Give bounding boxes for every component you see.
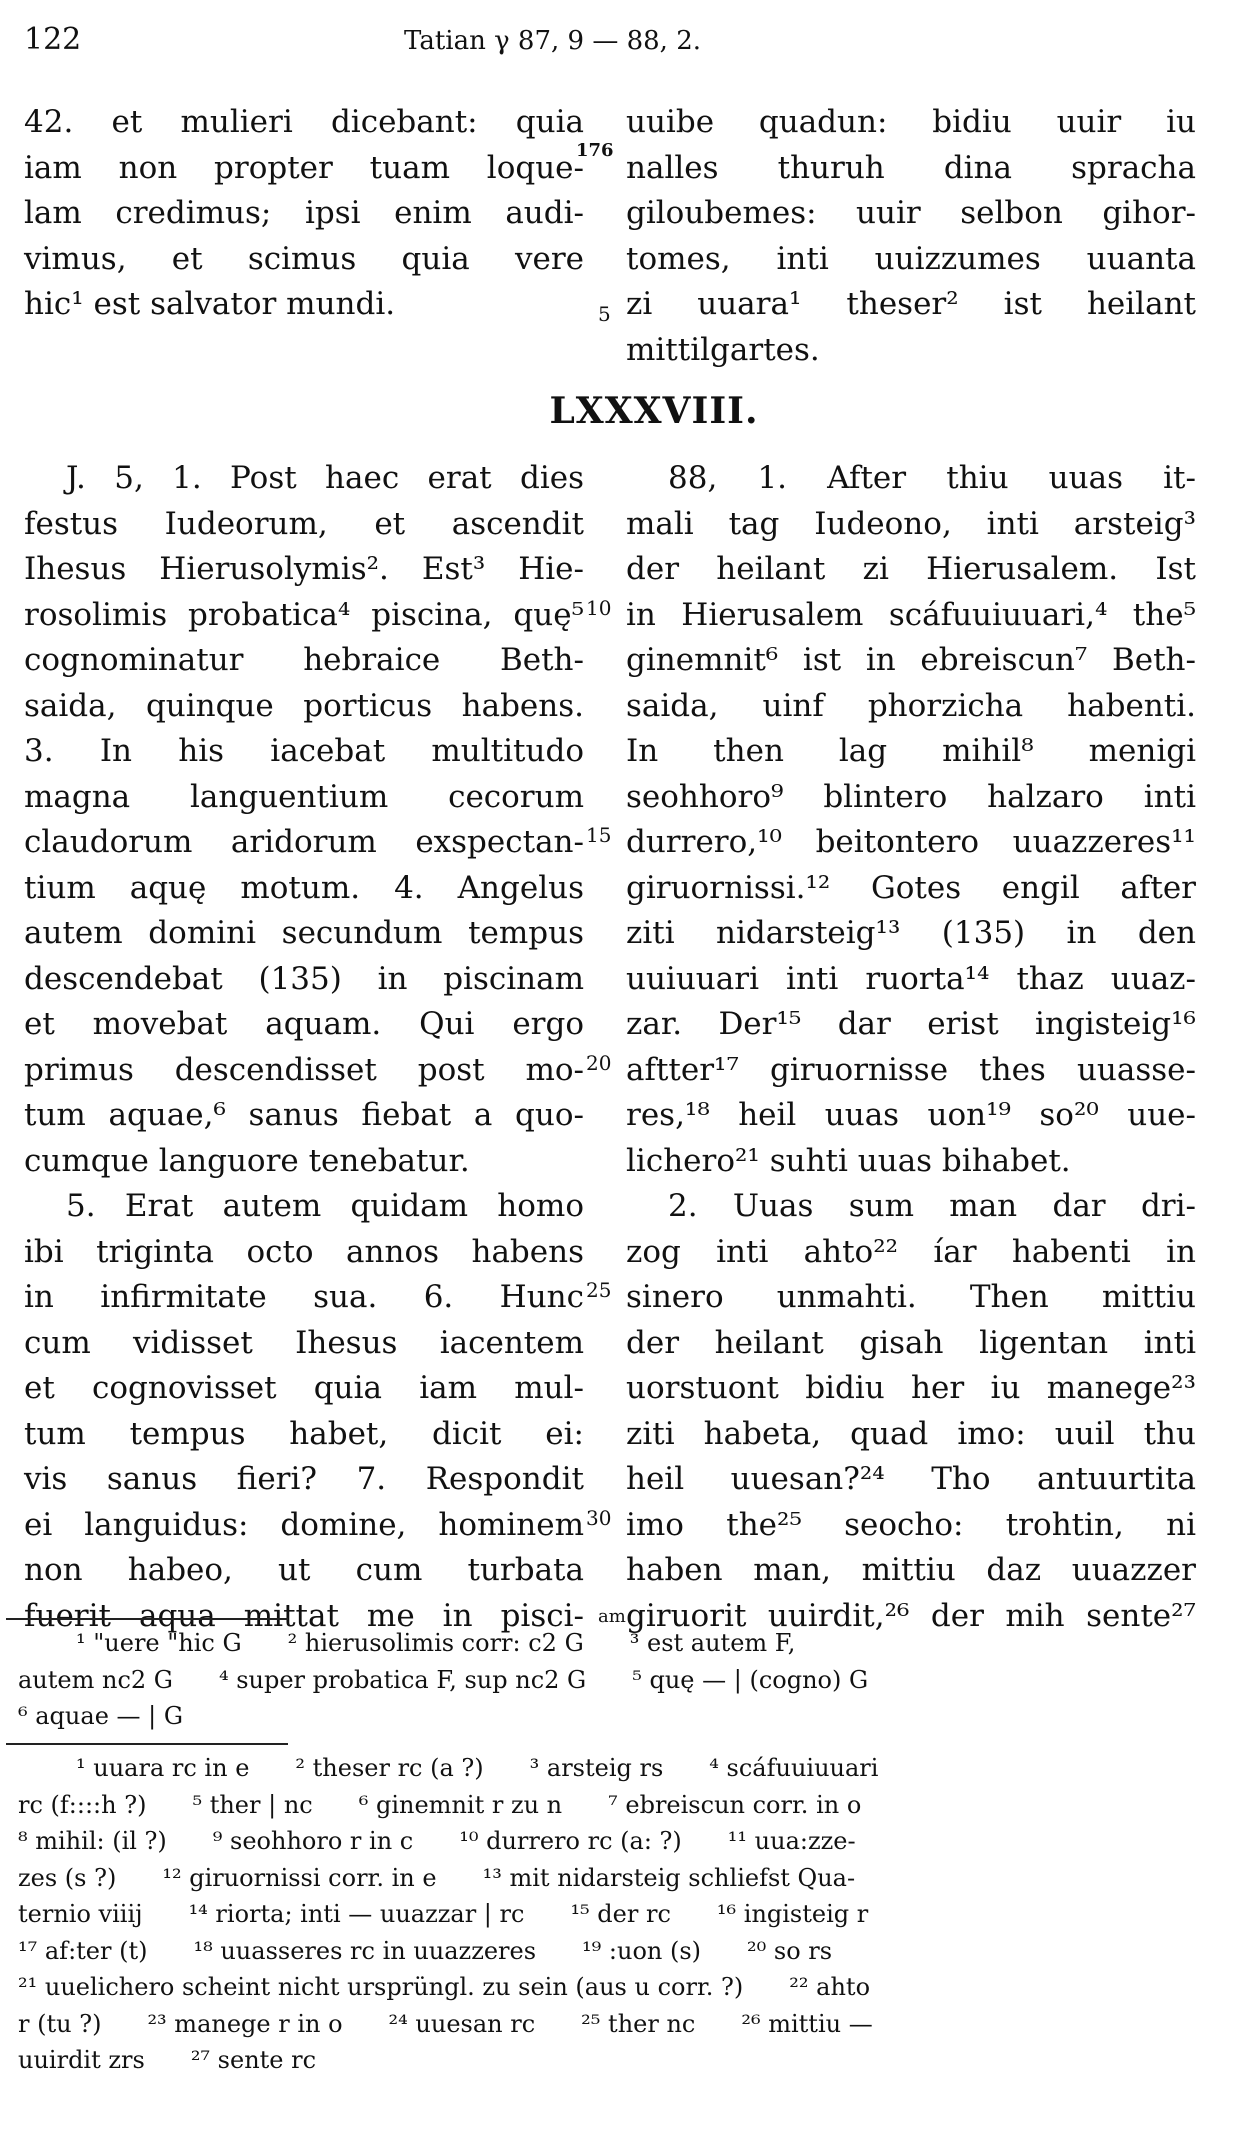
text-line: autem domini secundum tempus xyxy=(24,915,584,951)
line-number: 10 xyxy=(586,596,612,620)
text-line: mali tag Iudeono, inti arsteig³ xyxy=(626,505,1196,542)
footnote-entry: ¹⁸ uuasseres rc in uuazzeres xyxy=(193,1936,537,1965)
text-line: vis sanus fieri? 7. Respondit xyxy=(24,1461,584,1497)
footnote-entry: ¹⁹ :uon (s) xyxy=(582,1936,702,1965)
ohg-column-top xyxy=(626,100,1196,373)
footnote-entry: ³ arsteig rs xyxy=(529,1754,664,1782)
chapter-heading: LXXXVIII. xyxy=(549,390,759,432)
text-line: lam credimus; ipsi enim audi- xyxy=(24,195,584,231)
footnote-entry: ⁴ super probatica F, sup nc2 G xyxy=(218,1665,587,1694)
text-line: J. 5, 1. Post haec erat dies xyxy=(66,460,584,496)
text-line: uorstuont bidiu her iu manege²³ xyxy=(626,1370,1196,1406)
text-line: in Hierusalem scáfuuiuuari,⁴ the⁵ xyxy=(626,596,1196,633)
footnote-entry: r (tu ?) xyxy=(18,2009,102,2038)
text-line: descendebat (135) in piscinam xyxy=(24,960,584,997)
text-line: heil uuesan?²⁴ Tho antuurtita xyxy=(626,1461,1196,1497)
latin-column-top xyxy=(24,100,584,328)
text-line: aftter¹⁷ giruornisse thes uuasse- xyxy=(626,1051,1196,1088)
footnote-entry: ⁹ seohhoro r in c xyxy=(212,1827,414,1855)
text-line: Ihesus Hierusolymis². Est³ Hie- xyxy=(24,551,584,587)
footnote-line xyxy=(18,1750,1198,1787)
footnote-line xyxy=(18,1625,1198,1662)
footnote-entry: ²⁶ mittiu — xyxy=(741,2009,873,2038)
footnote-entry: ²⁰ so rs xyxy=(747,1936,833,1965)
footnote-entry: ¹⁴ riorta; inti — uuazzar | rc xyxy=(188,1900,525,1928)
text-line: primus descendisset post mo- xyxy=(24,1051,584,1088)
text-line: giloubemes: uuir selbon gihor- xyxy=(626,195,1196,231)
text-line: vimus, et scimus quia vere xyxy=(24,240,584,277)
footnote-line xyxy=(18,1698,1198,1735)
text-line: magna languentium cecorum xyxy=(24,778,584,815)
line-number: 20 xyxy=(586,1051,612,1075)
footnote-entry: ¹² giruornissi corr. in e xyxy=(162,1863,437,1892)
text-line: 3. In his iacebat multitudo xyxy=(24,733,584,769)
text-line: et cognovisset quia iam mul- xyxy=(24,1370,584,1406)
line-number: 5 xyxy=(598,302,611,326)
footnote-line xyxy=(18,2006,1198,2043)
text-line: uuibe quadun: bidiu uuir iu xyxy=(626,104,1196,140)
text-line: zog inti ahto²² íar habenti in xyxy=(626,1233,1196,1270)
text-line: nalles thuruh dina spracha xyxy=(626,149,1196,186)
text-line: uuiuuari inti ruorta¹⁴ thaz uuaz- xyxy=(626,960,1196,997)
line-number: 25 xyxy=(586,1278,612,1302)
footnote-entry: ²⁵ ther nc xyxy=(581,2009,696,2038)
footnote-entry: autem nc2 G xyxy=(18,1665,173,1694)
text-line: 2. Uuas sum man dar dri- xyxy=(668,1188,1196,1224)
footnote-line xyxy=(18,2042,1198,2079)
text-line: ginemnit⁶ ist in ebreiscun⁷ Beth- xyxy=(626,642,1196,678)
text-line: saida, quinque porticus habens. xyxy=(24,687,584,724)
footnote-entry: zes (s ?) xyxy=(18,1863,117,1892)
footnote-line xyxy=(18,1662,1198,1699)
footnote-entry: ⁶ ginemnit r zu n xyxy=(358,1790,563,1819)
footnote-entry: ⁶ aquae — | G xyxy=(18,1702,184,1730)
ohg-column-main xyxy=(626,456,1196,1639)
text-line: lichero²¹ suhti uuas bihabet. xyxy=(626,1142,1071,1179)
footnote-line xyxy=(18,1860,1198,1897)
footnote-line xyxy=(18,1969,1198,2006)
footnote-entry: ²⁷ sente rc xyxy=(190,2046,317,2074)
text-line: cognominatur hebraice Beth- xyxy=(24,642,584,678)
footnote-entry: ¹⁰ durrero rc (a: ?) xyxy=(459,1827,682,1855)
text-line: ziti nidarsteig¹³ (135) in den xyxy=(626,915,1196,951)
text-line: giruornissi.¹² Gotes engil after xyxy=(626,869,1196,906)
footnote-rule xyxy=(6,1618,288,1620)
footnote-entry: ²⁴ uuesan rc xyxy=(388,2009,536,2038)
text-line: hic¹ est salvator mundi. xyxy=(24,286,396,322)
text-line: fuerit aqua mittat me in pisci- xyxy=(24,1597,584,1634)
footnote-entry: ternio viiij xyxy=(18,1900,143,1928)
footnote-entry: ⁴ scáfuuiuuari xyxy=(709,1754,879,1782)
footnote-entry: ¹³ mit nidarsteig schliefst Qua- xyxy=(482,1863,856,1892)
text-line: durrero,¹⁰ beitontero uuazzeres¹¹ xyxy=(626,824,1196,860)
text-line: tum aquae,⁶ sanus fiebat a quo- xyxy=(24,1097,584,1133)
text-line: tum tempus habet, dicit ei: xyxy=(24,1415,584,1452)
text-line: saida, uinf phorzicha habenti. xyxy=(626,687,1196,724)
footnote-entry: ¹⁵ der rc xyxy=(570,1900,671,1928)
text-line: cum vidisset Ihesus iacentem xyxy=(24,1324,584,1361)
footnote-entry: uuirdit zrs xyxy=(18,2046,145,2074)
text-line: der heilant gisah ligentan inti xyxy=(626,1324,1196,1361)
footnote-entry: ⁸ mihil: (il ?) xyxy=(18,1827,167,1855)
text-line: In then lag mihil⁸ menigi xyxy=(626,733,1196,769)
text-line: seohhoro⁹ blintero halzaro inti xyxy=(626,778,1196,815)
text-line: sinero unmahti. Then mittiu xyxy=(626,1279,1196,1315)
footnote-marker: am xyxy=(598,1606,626,1627)
text-line: rosolimis probatica⁴ piscina, quę⁵ xyxy=(24,596,584,633)
latin-apparatus xyxy=(18,1625,1198,1735)
footnote-line xyxy=(18,1823,1198,1860)
latin-column-main xyxy=(24,456,584,1639)
footnote-rule xyxy=(6,1743,288,1745)
running-head xyxy=(24,22,1224,62)
text-line: non habeo, ut cum turbata xyxy=(24,1552,584,1588)
footnote-line xyxy=(18,1787,1198,1824)
footnote-entry: ¹ uuara rc in e xyxy=(76,1754,250,1782)
text-line: ziti habeta, quad imo: uuil thu xyxy=(626,1415,1196,1452)
text-line: ei languidus: domine, hominem xyxy=(24,1506,584,1543)
footnote-entry: ² theser rc (a ?) xyxy=(295,1754,484,1782)
text-line: in infirmitate sua. 6. Hunc xyxy=(24,1279,584,1315)
footnote-entry: ⁷ ebreiscun corr. in o xyxy=(608,1790,862,1819)
text-line: 5. Erat autem quidam homo xyxy=(66,1188,584,1224)
page-number: 122 xyxy=(24,22,82,57)
text-line: tomes, inti uuizzumes uuanta xyxy=(626,240,1196,277)
text-line: et movebat aquam. Qui ergo xyxy=(24,1006,584,1042)
text-line: tium aquę motum. 4. Angelus xyxy=(24,869,584,906)
folio-number: 176 xyxy=(576,140,614,161)
line-number: 30 xyxy=(586,1506,612,1530)
text-line: haben man, mittiu daz uuazzer xyxy=(626,1552,1196,1588)
footnote-entry: ¹⁷ af:ter (t) xyxy=(18,1936,148,1965)
text-line: festus Iudeorum, et ascendit xyxy=(24,505,584,542)
text-line: giruorit uuirdit,²⁶ der mih sente²⁷ xyxy=(626,1597,1196,1634)
footnote-entry: ²³ manege r in o xyxy=(147,2009,343,2038)
text-line: zi uuara¹ theser² ist heilant xyxy=(626,286,1196,322)
footnote-line xyxy=(18,1933,1198,1970)
text-line: zar. Der¹⁵ dar erist ingisteig¹⁶ xyxy=(626,1006,1196,1042)
ohg-apparatus xyxy=(18,1750,1198,2079)
line-number: 15 xyxy=(586,823,612,847)
footnote-entry: ¹ "uere "hic G xyxy=(76,1629,242,1657)
footnote-entry: ³ est autem F, xyxy=(629,1629,796,1657)
footnote-entry: ²² ahto xyxy=(789,1973,871,2001)
text-line: claudorum aridorum exspectan- xyxy=(24,824,584,860)
footnote-entry: ¹⁶ ingisteig r xyxy=(716,1900,869,1928)
footnote-line xyxy=(18,1896,1198,1933)
footnote-entry: ⁵ quę — | (cogno) G xyxy=(632,1665,869,1694)
text-line: imo the²⁵ seocho: trohtin, ni xyxy=(626,1506,1196,1543)
footnote-entry: ⁵ ther | nc xyxy=(192,1790,313,1819)
text-line: cumque languore tenebatur. xyxy=(24,1142,470,1179)
text-line: res,¹⁸ heil uuas uon¹⁹ so²⁰ uue- xyxy=(626,1097,1196,1133)
text-line: 42. et mulieri dicebant: quia xyxy=(24,104,584,140)
footnote-entry: rc (f::::h ?) xyxy=(18,1790,147,1819)
text-line: ibi triginta octo annos habens xyxy=(24,1233,584,1270)
footnote-entry: ²¹ uuelichero scheint nicht ursprüngl. zu sein (aus u corr. ?) xyxy=(18,1973,744,2001)
text-line: 88, 1. After thiu uuas it- xyxy=(668,460,1196,496)
text-line: mittilgartes. xyxy=(626,331,820,368)
footnote-entry: ¹¹ uua:zze- xyxy=(727,1827,856,1855)
text-line: der heilant zi Hierusalem. Ist xyxy=(626,551,1196,587)
running-title: Tatian γ 87, 9 — 88, 2. xyxy=(404,26,702,56)
text-line: iam non propter tuam loque- xyxy=(24,149,584,186)
footnote-entry: ² hierusolimis corr: c2 G xyxy=(287,1629,584,1657)
